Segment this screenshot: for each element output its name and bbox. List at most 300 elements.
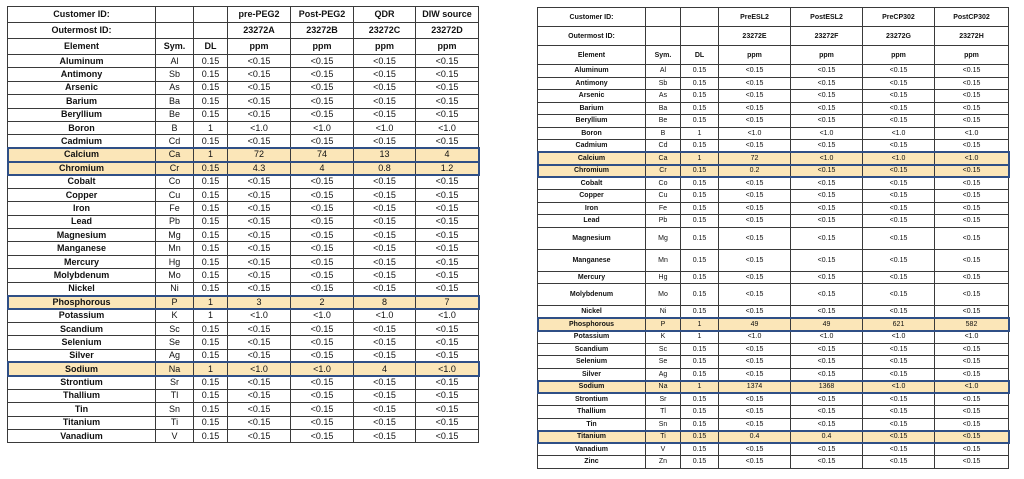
- table-row: [538, 368, 1009, 381]
- dl-header: DL: [681, 46, 719, 65]
- measurement-value: <0.15: [228, 389, 291, 402]
- table-row: [8, 322, 479, 335]
- measurement-value: <0.15: [291, 242, 354, 255]
- measurement-value: <0.15: [416, 81, 479, 94]
- detection-limit: 0.15: [681, 356, 719, 369]
- detection-limit: 0.15: [194, 403, 228, 416]
- customer-id-label: Customer ID:: [538, 8, 646, 27]
- element-symbol: Sr: [156, 376, 194, 389]
- table-row: [8, 215, 479, 228]
- measurement-value: <0.15: [791, 284, 863, 306]
- measurement-value: <0.15: [354, 242, 416, 255]
- element-name: Tin: [538, 418, 646, 431]
- detection-limit: 0.15: [681, 77, 719, 90]
- table-row: [8, 162, 479, 175]
- element-symbol: Cr: [156, 162, 194, 175]
- detection-limit: 1: [681, 152, 719, 165]
- measurement-value: 3: [228, 296, 291, 309]
- table-row: [8, 95, 479, 108]
- detection-limit: 0.15: [194, 349, 228, 362]
- element-name: Potassium: [8, 309, 156, 322]
- detection-limit: 0.15: [194, 68, 228, 81]
- measurement-value: <1.0: [354, 121, 416, 134]
- measurement-value: <0.15: [416, 282, 479, 295]
- detection-limit: 0.15: [681, 215, 719, 228]
- measurement-value: <0.15: [863, 431, 935, 444]
- element-symbol: Ti: [156, 416, 194, 429]
- unit-header: ppm: [719, 46, 791, 65]
- measurement-value: <0.15: [416, 175, 479, 188]
- measurement-value: <0.15: [291, 255, 354, 268]
- measurement-value: <0.15: [935, 140, 1009, 153]
- measurement-value: <0.15: [354, 215, 416, 228]
- measurement-value: <0.15: [791, 202, 863, 215]
- element-symbol: Al: [156, 55, 194, 68]
- element-symbol: Na: [156, 362, 194, 375]
- detection-limit: 0.15: [681, 456, 719, 469]
- table-row: [8, 416, 479, 429]
- measurement-value: <0.15: [863, 140, 935, 153]
- element-name: Titanium: [8, 416, 156, 429]
- measurement-value: 0.8: [354, 162, 416, 175]
- measurement-value: <1.0: [416, 362, 479, 375]
- element-symbol: Al: [646, 65, 681, 78]
- element-symbol: Sn: [156, 403, 194, 416]
- customer-id-value: DIW source: [416, 7, 479, 23]
- measurement-value: <0.15: [228, 322, 291, 335]
- measurement-value: <0.15: [719, 65, 791, 78]
- measurement-value: <1.0: [863, 331, 935, 344]
- outermost-id-value: 23272E: [719, 27, 791, 46]
- detection-limit: 1: [681, 318, 719, 331]
- customer-id-row: [538, 8, 1009, 27]
- outermost-id-value: 23272B: [291, 23, 354, 39]
- measurement-value: <1.0: [791, 127, 863, 140]
- measurement-value: <0.15: [863, 284, 935, 306]
- measurement-value: <0.15: [354, 349, 416, 362]
- measurement-value: <0.15: [863, 456, 935, 469]
- element-symbol: Sn: [646, 418, 681, 431]
- element-symbol: Mo: [646, 284, 681, 306]
- measurement-value: 0.2: [719, 165, 791, 178]
- detection-limit: 0.15: [681, 271, 719, 284]
- customer-id-value: Post-PEG2: [291, 7, 354, 23]
- measurement-value: <0.15: [354, 416, 416, 429]
- measurement-value: <0.15: [863, 102, 935, 115]
- measurement-value: <0.15: [791, 418, 863, 431]
- table-row: [538, 356, 1009, 369]
- customer-id-value: pre-PEG2: [228, 7, 291, 23]
- element-name: Strontium: [538, 393, 646, 406]
- measurement-value: <0.15: [863, 443, 935, 456]
- measurement-value: <0.15: [719, 140, 791, 153]
- detection-limit: 0.15: [194, 188, 228, 201]
- element-name: Aluminum: [8, 55, 156, 68]
- table-row: [8, 376, 479, 389]
- table-row: [538, 271, 1009, 284]
- detection-limit: 0.15: [194, 336, 228, 349]
- measurement-value: 8: [354, 296, 416, 309]
- detection-limit: 0.15: [681, 406, 719, 419]
- element-name: Molybdenum: [8, 269, 156, 282]
- unit-header: ppm: [863, 46, 935, 65]
- measurement-value: <0.15: [719, 356, 791, 369]
- element-name: Sodium: [8, 362, 156, 375]
- element-symbol: Ba: [646, 102, 681, 115]
- detection-limit: 0.15: [681, 177, 719, 190]
- element-name: Aluminum: [538, 65, 646, 78]
- measurement-value: 621: [863, 318, 935, 331]
- measurement-value: <0.15: [228, 349, 291, 362]
- table-row: [8, 148, 479, 161]
- detection-limit: 0.15: [194, 135, 228, 148]
- table-row: [538, 77, 1009, 90]
- measurement-value: <1.0: [935, 127, 1009, 140]
- element-name: Arsenic: [538, 90, 646, 103]
- measurement-value: <0.15: [935, 456, 1009, 469]
- element-symbol: Fe: [156, 202, 194, 215]
- measurement-value: <0.15: [935, 115, 1009, 128]
- measurement-value: <0.15: [416, 403, 479, 416]
- measurement-value: <0.15: [863, 306, 935, 319]
- element-name: Thallium: [538, 406, 646, 419]
- customer-id-value: PreESL2: [719, 8, 791, 27]
- table-row: [8, 403, 479, 416]
- table-row: [538, 406, 1009, 419]
- element-name: Lead: [538, 215, 646, 228]
- element-symbol: Zn: [646, 456, 681, 469]
- table-row: [538, 393, 1009, 406]
- element-symbol: Tl: [646, 406, 681, 419]
- detection-limit: 0.15: [194, 55, 228, 68]
- measurement-value: <0.15: [863, 406, 935, 419]
- measurement-value: <0.15: [935, 431, 1009, 444]
- measurement-value: <0.15: [863, 227, 935, 249]
- measurement-value: <1.0: [291, 362, 354, 375]
- measurement-value: <0.15: [719, 190, 791, 203]
- measurement-value: <0.15: [719, 456, 791, 469]
- table-row: [538, 215, 1009, 228]
- element-name: Iron: [538, 202, 646, 215]
- element-name: Tin: [8, 403, 156, 416]
- element-name: Manganese: [538, 249, 646, 271]
- element-symbol: Ca: [156, 148, 194, 161]
- measurement-value: <1.0: [291, 309, 354, 322]
- measurement-value: <0.15: [863, 215, 935, 228]
- measurement-value: <0.15: [719, 406, 791, 419]
- measurement-value: <0.15: [228, 135, 291, 148]
- element-name: Beryllium: [8, 108, 156, 121]
- element-name: Silver: [8, 349, 156, 362]
- element-symbol: Pb: [156, 215, 194, 228]
- element-name: Calcium: [538, 152, 646, 165]
- detection-limit: 0.15: [681, 190, 719, 203]
- measurement-value: <0.15: [228, 429, 291, 442]
- measurement-value: <0.15: [354, 389, 416, 402]
- measurement-value: <1.0: [291, 121, 354, 134]
- element-symbol: Se: [156, 336, 194, 349]
- measurement-value: 4: [354, 362, 416, 375]
- measurement-value: <0.15: [863, 393, 935, 406]
- detection-limit: 0.15: [194, 255, 228, 268]
- table-row: [8, 309, 479, 322]
- element-name: Arsenic: [8, 81, 156, 94]
- measurement-value: <0.15: [416, 336, 479, 349]
- measurement-value: <0.15: [719, 249, 791, 271]
- measurement-value: <1.0: [354, 309, 416, 322]
- measurement-value: <0.15: [228, 242, 291, 255]
- table-row: [538, 190, 1009, 203]
- measurement-value: <0.15: [935, 284, 1009, 306]
- outermost-id-row: [8, 23, 479, 39]
- element-name: Copper: [538, 190, 646, 203]
- measurement-value: <0.15: [291, 95, 354, 108]
- measurement-value: <0.15: [863, 115, 935, 128]
- element-symbol: Ti: [646, 431, 681, 444]
- measurement-value: <0.15: [935, 418, 1009, 431]
- element-symbol: Sb: [646, 77, 681, 90]
- table-row: [8, 229, 479, 242]
- measurement-value: <0.15: [863, 368, 935, 381]
- element-symbol: As: [156, 81, 194, 94]
- element-name: Selenium: [538, 356, 646, 369]
- measurement-value: <0.15: [354, 68, 416, 81]
- measurement-value: <1.0: [228, 121, 291, 134]
- element-name: Magnesium: [538, 227, 646, 249]
- table-row: [538, 102, 1009, 115]
- measurement-value: <0.15: [791, 456, 863, 469]
- element-name: Zinc: [538, 456, 646, 469]
- symbol-header: Sym.: [156, 39, 194, 55]
- measurement-value: <1.0: [935, 152, 1009, 165]
- detection-limit: 1: [194, 362, 228, 375]
- element-symbol: Mn: [646, 249, 681, 271]
- measurement-value: <1.0: [863, 152, 935, 165]
- table-row: [8, 296, 479, 309]
- detection-limit: 0.15: [194, 322, 228, 335]
- element-name: Nickel: [8, 282, 156, 295]
- measurement-value: <0.15: [719, 102, 791, 115]
- element-symbol: Hg: [646, 271, 681, 284]
- measurement-value: <0.15: [719, 306, 791, 319]
- measurement-value: 1368: [791, 381, 863, 394]
- measurement-value: 4.3: [228, 162, 291, 175]
- element-symbol: Fe: [646, 202, 681, 215]
- measurement-value: <0.15: [416, 269, 479, 282]
- measurement-value: <0.15: [291, 269, 354, 282]
- element-name: Boron: [538, 127, 646, 140]
- element-symbol: V: [156, 429, 194, 442]
- measurement-value: <1.0: [791, 331, 863, 344]
- measurement-value: <0.15: [416, 95, 479, 108]
- measurement-value: <0.15: [354, 376, 416, 389]
- measurement-value: <0.15: [354, 403, 416, 416]
- element-symbol: Ag: [646, 368, 681, 381]
- measurement-value: <0.15: [354, 429, 416, 442]
- symbol-header: Sym.: [646, 46, 681, 65]
- measurement-value: <1.0: [228, 362, 291, 375]
- element-name: Selenium: [8, 336, 156, 349]
- measurement-value: <0.15: [228, 416, 291, 429]
- detection-limit: 0.15: [681, 115, 719, 128]
- measurement-value: <0.15: [863, 249, 935, 271]
- measurement-value: <0.15: [354, 269, 416, 282]
- measurement-value: <0.15: [291, 135, 354, 148]
- table-row: [8, 336, 479, 349]
- customer-id-value: PostESL2: [791, 8, 863, 27]
- measurement-value: <0.15: [228, 202, 291, 215]
- measurement-value: <0.15: [791, 165, 863, 178]
- measurement-value: <0.15: [863, 190, 935, 203]
- measurement-value: <0.15: [791, 65, 863, 78]
- measurement-value: <0.15: [291, 202, 354, 215]
- measurement-value: <0.15: [719, 227, 791, 249]
- blank-cell: [194, 7, 228, 23]
- element-name: Calcium: [8, 148, 156, 161]
- measurement-value: <0.15: [354, 108, 416, 121]
- measurement-value: <0.15: [228, 255, 291, 268]
- element-symbol: Cr: [646, 165, 681, 178]
- element-name: Lead: [8, 215, 156, 228]
- measurement-value: 4: [416, 148, 479, 161]
- measurement-value: <0.15: [791, 215, 863, 228]
- measurement-value: <0.15: [935, 202, 1009, 215]
- detection-limit: 0.15: [681, 368, 719, 381]
- detection-limit: 0.15: [194, 389, 228, 402]
- element-symbol: K: [156, 309, 194, 322]
- table-row: [538, 318, 1009, 331]
- measurement-value: <0.15: [719, 284, 791, 306]
- measurement-value: <0.15: [228, 215, 291, 228]
- measurement-value: <0.15: [935, 443, 1009, 456]
- table-row: [8, 121, 479, 134]
- measurement-value: <0.15: [416, 349, 479, 362]
- measurement-value: <1.0: [228, 309, 291, 322]
- element-symbol: As: [646, 90, 681, 103]
- measurement-value: <0.15: [354, 202, 416, 215]
- table-row: [538, 65, 1009, 78]
- customer-id-row: [8, 7, 479, 23]
- detection-limit: 0.15: [194, 95, 228, 108]
- measurement-value: 72: [228, 148, 291, 161]
- measurement-value: <0.15: [354, 229, 416, 242]
- measurement-value: <0.15: [791, 368, 863, 381]
- unit-header: ppm: [291, 39, 354, 55]
- measurement-value: <0.15: [719, 202, 791, 215]
- measurement-value: <0.15: [354, 282, 416, 295]
- detection-limit: 0.15: [681, 249, 719, 271]
- element-symbol: V: [646, 443, 681, 456]
- measurement-value: <0.15: [791, 177, 863, 190]
- measurement-value: <0.15: [719, 271, 791, 284]
- measurement-value: <0.15: [791, 271, 863, 284]
- measurement-value: <0.15: [291, 376, 354, 389]
- table-row: [8, 255, 479, 268]
- element-name: Antimony: [8, 68, 156, 81]
- blank-cell: [681, 8, 719, 27]
- outermost-id-value: 23272C: [354, 23, 416, 39]
- measurement-value: 74: [291, 148, 354, 161]
- measurement-value: <0.15: [416, 215, 479, 228]
- table-row: [8, 269, 479, 282]
- detection-limit: 0.15: [681, 202, 719, 215]
- measurement-value: <0.15: [291, 282, 354, 295]
- detection-limit: 1: [681, 127, 719, 140]
- measurement-value: <0.15: [291, 215, 354, 228]
- element-symbol: Tl: [156, 389, 194, 402]
- detection-limit: 0.15: [194, 175, 228, 188]
- measurement-value: <0.15: [228, 175, 291, 188]
- blank-cell: [194, 23, 228, 39]
- element-symbol: Ba: [156, 95, 194, 108]
- element-symbol: B: [646, 127, 681, 140]
- measurement-value: <0.15: [291, 229, 354, 242]
- measurement-value: <0.15: [791, 115, 863, 128]
- blank-cell: [156, 7, 194, 23]
- measurement-value: <1.0: [416, 309, 479, 322]
- detection-limit: 0.15: [194, 282, 228, 295]
- measurement-value: <0.15: [354, 135, 416, 148]
- element-symbol: Cu: [646, 190, 681, 203]
- table-row: [8, 81, 479, 94]
- measurement-value: <0.15: [416, 429, 479, 442]
- measurement-value: <1.0: [863, 127, 935, 140]
- element-name: Iron: [8, 202, 156, 215]
- element-symbol: Mg: [156, 229, 194, 242]
- measurement-value: <0.15: [228, 269, 291, 282]
- detection-limit: 0.15: [681, 284, 719, 306]
- measurement-value: <0.15: [354, 175, 416, 188]
- detection-limit: 0.15: [194, 229, 228, 242]
- table-row: [538, 443, 1009, 456]
- element-symbol: Pb: [646, 215, 681, 228]
- element-name: Nickel: [538, 306, 646, 319]
- measurement-value: <0.15: [863, 65, 935, 78]
- element-name: Vanadium: [8, 429, 156, 442]
- table-row: [8, 242, 479, 255]
- measurement-value: <0.15: [935, 165, 1009, 178]
- measurement-value: <0.15: [935, 271, 1009, 284]
- table-row: [538, 202, 1009, 215]
- table-row: [8, 202, 479, 215]
- element-name: Potassium: [538, 331, 646, 344]
- element-name: Chromium: [8, 162, 156, 175]
- detection-limit: 0.15: [194, 81, 228, 94]
- detection-limit: 0.15: [681, 102, 719, 115]
- measurement-value: <0.15: [228, 403, 291, 416]
- element-symbol: Co: [646, 177, 681, 190]
- measurement-value: <0.15: [416, 188, 479, 201]
- blank-cell: [681, 27, 719, 46]
- detection-limit: 0.15: [681, 65, 719, 78]
- measurement-value: <0.15: [935, 102, 1009, 115]
- element-symbol: Mg: [646, 227, 681, 249]
- measurement-value: <0.15: [228, 108, 291, 121]
- detection-limit: 1: [681, 331, 719, 344]
- detection-limit: 1: [194, 121, 228, 134]
- measurement-value: <0.15: [416, 108, 479, 121]
- measurement-value: <0.15: [291, 336, 354, 349]
- measurement-value: <0.15: [791, 140, 863, 153]
- measurement-value: 2: [291, 296, 354, 309]
- table-row: [538, 90, 1009, 103]
- element-name: Mercury: [538, 271, 646, 284]
- detection-limit: 0.15: [681, 227, 719, 249]
- measurement-value: <0.15: [935, 177, 1009, 190]
- element-name: Barium: [8, 95, 156, 108]
- table-row: [538, 343, 1009, 356]
- measurement-value: 582: [935, 318, 1009, 331]
